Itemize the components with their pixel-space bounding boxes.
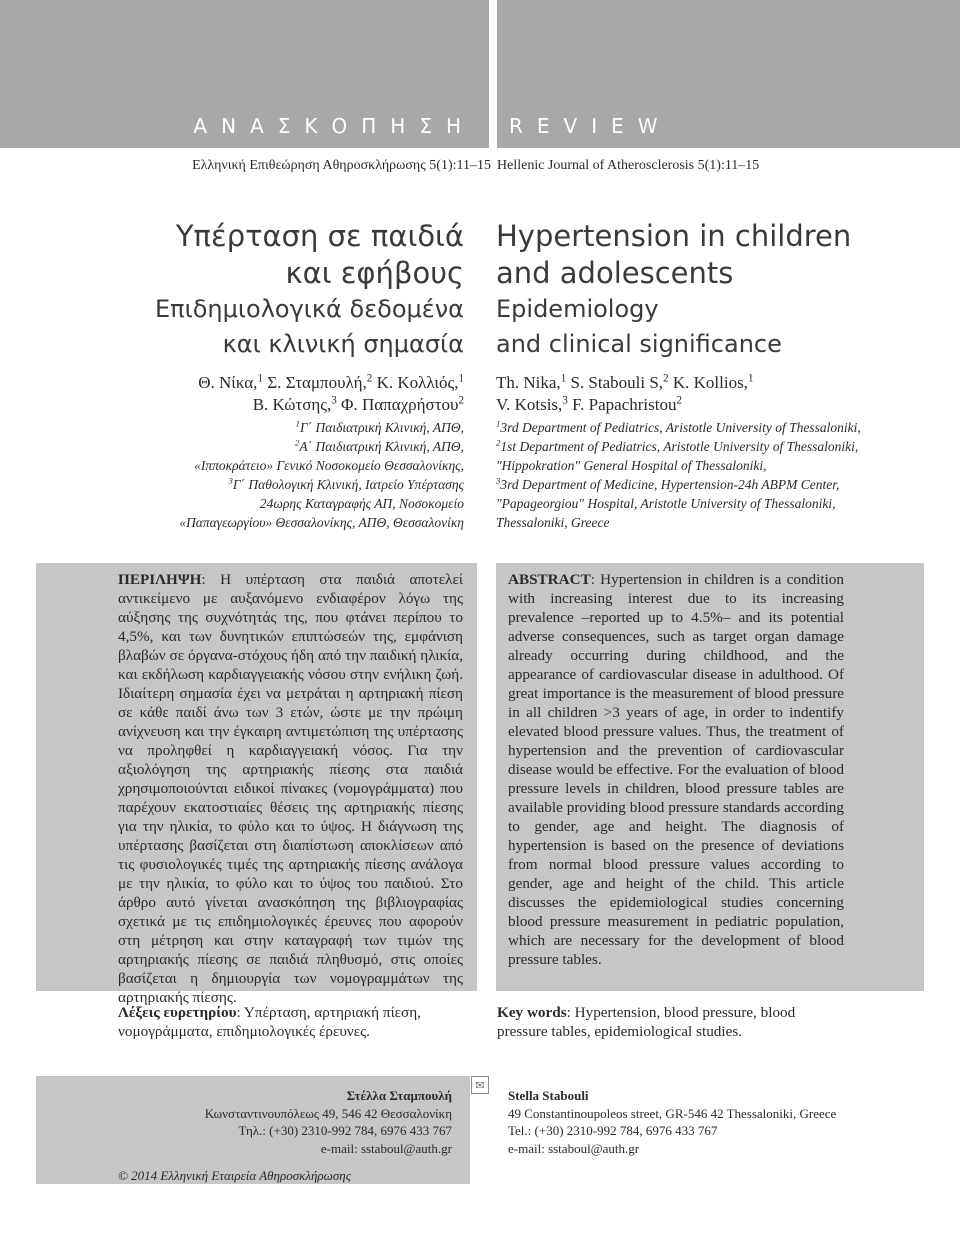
keywords-text: : Υπέρταση, αρτηριακή πίεση, νομογράμματα, επιδημιολογικές έρευνες. <box>118 1004 421 1040</box>
contact-phone: Τηλ.: (+30) 2310-992 784, 6976 433 767 <box>238 1123 452 1138</box>
author-name: K. Kollios, <box>668 373 748 392</box>
contact-address: Κωνσταντινουπόλεως 49, 546 42 Θεσσαλονίκη <box>204 1105 452 1121</box>
affiliation-mark: 1 <box>560 372 567 385</box>
affiliation-line: "Hippokration" General Hospital of Thessaloniki, <box>496 458 767 473</box>
affiliation-mark: 2 <box>496 437 501 448</box>
subtitle-line: Epidemiology <box>496 295 659 323</box>
affiliation-line: «Ιπποκράτειο» Γενικό Νοσοκομείο Θεσσαλονίκης, <box>194 458 464 473</box>
correspondence-en <box>508 1087 928 1157</box>
affiliation-line: 3rd Department of Medicine, Hypertension-24h ABPM Center, <box>500 477 840 492</box>
affiliation-line: 24ωρης Καταγραφής ΑΠ, Νοσοκομείο <box>259 496 464 511</box>
author-name: S. Stabouli S, <box>566 373 664 392</box>
header-banner-left <box>0 0 489 148</box>
article-title-gr <box>24 218 464 362</box>
abstract-en <box>508 570 844 969</box>
abstract-body: : Hypertension in children is a condition with increasing interest due to its increasing prevalence –reported up to 4.5%– and its potential adverse consequences, such as target organ damage already occurring during childhood, and the appearance of cardiovascular disease in adulthood. Of great importance is the measurement of blood pressure in all children >3 years of age, in order to indentify elevated blood pressure values. Thus, the treatment of hypertension and the prevention of cardiovascular disease would be effective. For the evaluation of blood pressure levels in children, blood pressure tables are available providing blood pressure standards according to gender, age and height. The diagnosis of hypertension is based on the presence of deviations from normal blood pressure values according to gender, age and height of the child. This article discusses the epidemiological studies concerning blood pressure measurement in pediatric population, which are necessary for the development of blood pressure tables. <box>508 571 844 968</box>
title-line: και εφήβους <box>285 256 464 290</box>
author-name: Κ. Κολλιός, <box>372 373 459 392</box>
article-title-en <box>496 218 936 362</box>
keywords-gr <box>118 1003 468 1041</box>
author-name: Θ. Νίκα, <box>198 373 258 392</box>
keywords-label: Key words <box>497 1004 567 1021</box>
affiliation-line: Γ΄ Παιδιατρική Κλινική, ΑΠΘ, <box>299 420 464 435</box>
affiliation-mark: 2 <box>458 394 464 407</box>
journal-citation-gr: Ελληνική Επιθεώρηση Αθηροσκλήρωσης 5(1):11–15 <box>192 158 491 173</box>
abstract-label: ΠΕΡΙΛΗΨΗ <box>118 571 202 588</box>
authors-gr <box>24 372 464 416</box>
title-line: Υπέρταση σε παιδιά <box>175 219 464 253</box>
keywords-en <box>497 1003 827 1041</box>
affiliation-mark: 3 <box>331 394 337 407</box>
affiliation-mark: 1 <box>458 372 464 385</box>
contact-phone: Tel.: (+30) 2310-992 784, 6976 433 767 <box>508 1123 718 1138</box>
subtitle-line: and clinical significance <box>496 330 782 358</box>
abstract-label: ABSTRACT <box>508 571 591 588</box>
contact-address: 49 Constantinoupoleos street, GR-546 42 Thessaloniki, Greece <box>508 1105 837 1121</box>
author-name: Th. Nika, <box>496 373 561 392</box>
affiliation-mark: 2 <box>366 372 373 385</box>
header-banner-right <box>497 0 960 148</box>
abstract-body: : Η υπέρταση στα παιδιά αποτελεί αντικείμενο με αυξανόμενο ενδιαφέρον λόγω της αύξησης της συχνότητάς της, που φτάνει περίπου το 4,5%, και των δυνητικών επιπτώσεών της, εμφάνιση βλαβών σε όργανα-στόχους ήδη από την παιδική ηλικία, και εκδήλωση καρδιαγγειακής νόσου στην ενήλικη ζωή. Ιδιαίτερη σημασία έχει να μετράται η αρτηριακή πίεση σε κάθε παιδί άνω των 3 ετών, ώστε με την πρώιμη ανίχνευση και την έγκαιρη αντιμετώπιση της υπέρτασης να προληφθεί η καρδιαγγειακή νόσος. Για την αξιολόγηση της αρτηριακής πίεσης στα παιδιά χρησιμοποιούνται ειδικοί πίνακες (νομογράμματα) που παρέχουν εκατοστιαίες θέσεις της αρτηριακής πίεσης για την ηλικία, το φύλο και το ύψος. Η διάγνωση της υπέρτασης βασίζεται στη διαπίστωση αποκλίσεων από τις φυσιολογικές τιμές της αρτηριακής πίεσης ανάλογα με την ηλικία, το φύλο και το ύψος του παιδιού. Στο άρθρο αυτό γίνεται ανασκόπηση της βιβλιογραφίας σχετικά με τις επιδημιολογικές έρευνες που αφορούν στη μέτρηση και στην καταγραφή των τιμών της αρτηριακής πίεσης σε παιδιά πληθυσμό, στις οποίες βασίζεται η δημιουργία των νομογραμμάτων της αρτηριακής πίεσης. <box>118 571 463 1006</box>
affiliation-mark: 1 <box>295 418 300 429</box>
journal-citation-en: Hellenic Journal of Atherosclerosis 5(1):11–15 <box>497 158 760 173</box>
subtitle-line: και κλινική σημασία <box>222 330 464 358</box>
copyright-notice: © 2014 Ελληνική Εταιρεία Αθηροσκλήρωσης <box>118 1168 351 1183</box>
affiliation-line: Γ΄ Παθολογική Κλινική, Ιατρείο Υπέρτασης <box>232 477 464 492</box>
affiliation-line: Α΄ Παιδιατρική Κλινική, ΑΠΘ, <box>299 439 464 454</box>
authors-en <box>496 372 936 416</box>
subtitle-line: Επιδημιολογικά δεδομένα <box>155 295 464 323</box>
affiliation-mark: 1 <box>747 372 754 385</box>
abstract-gr <box>118 570 463 1007</box>
section-label-en: REVIEW <box>509 114 672 138</box>
contact-email: e-mail: sstaboul@auth.gr <box>508 1140 640 1156</box>
affiliation-mark: 2 <box>676 394 683 407</box>
correspondence-gr <box>32 1087 452 1157</box>
affiliation-mark: 2 <box>295 437 300 448</box>
contact-email: e-mail: sstaboul@auth.gr <box>320 1140 452 1156</box>
affiliation-mark: 3 <box>562 394 568 407</box>
envelope-icon: ✉ <box>471 1076 489 1094</box>
author-name: F. Papachristou <box>567 395 677 414</box>
author-name: Β. Κώτσης, <box>252 395 332 414</box>
affiliations-gr <box>24 418 464 532</box>
affiliation-line: "Papageorgiou" Hospital, Aristotle University of Thessaloniki, <box>496 496 836 511</box>
affiliation-mark: 1 <box>257 372 263 385</box>
affiliation-line: «Παπαγεωργίου» Θεσσαλονίκης, ΑΠΘ, Θεσσαλονίκη <box>179 515 464 530</box>
author-name: V. Kotsis, <box>496 395 563 414</box>
affiliation-mark: 2 <box>663 372 669 385</box>
affiliation-mark: 1 <box>496 418 501 429</box>
contact-name: Stella Stabouli <box>508 1088 589 1103</box>
section-label-gr: ΑΝΑΣΚΟΠΗΣΗ <box>193 114 475 138</box>
title-line: and adolescents <box>496 256 734 290</box>
affiliation-mark: 3 <box>496 475 501 486</box>
keywords-label: Λέξεις ευρετηρίου <box>118 1004 237 1021</box>
contact-name: Στέλλα Σταμπουλή <box>346 1088 452 1103</box>
author-name: Σ. Σταμπουλή, <box>262 373 367 392</box>
affiliation-line: Thessaloniki, Greece <box>496 515 610 530</box>
title-line: Hypertension in children <box>496 219 852 253</box>
affiliations-en <box>496 418 946 532</box>
keywords-text: : Hypertension, blood pressure, blood pressure tables, epidemiological studies. <box>497 1004 796 1040</box>
affiliation-line: 1st Department of Pediatrics, Aristotle University of Thessaloniki, <box>500 439 859 454</box>
author-name: Φ. Παπαχρήστου <box>336 395 459 414</box>
affiliation-mark: 3 <box>228 475 233 486</box>
affiliation-line: 3rd Department of Pediatrics, Aristotle University of Thessaloniki, <box>500 420 861 435</box>
